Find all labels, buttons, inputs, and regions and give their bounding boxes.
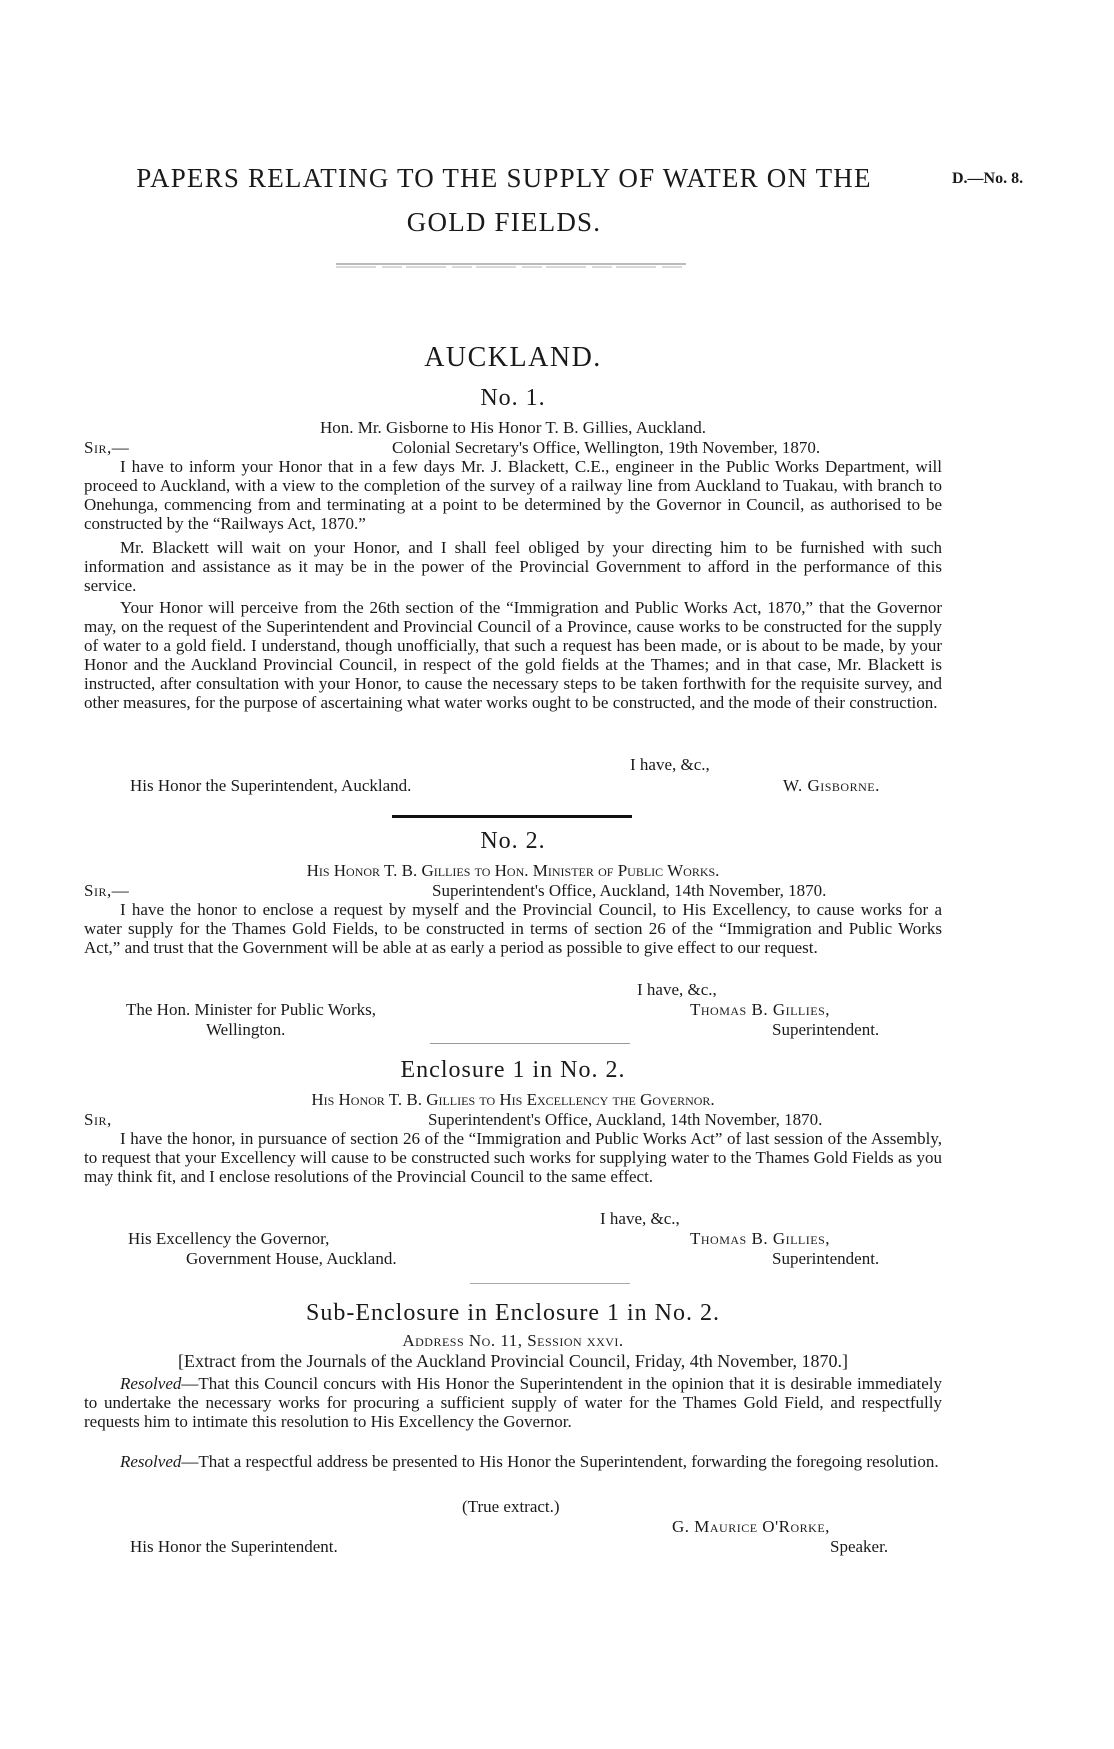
- enclosure-signature: Thomas B. Gillies,: [690, 1229, 830, 1248]
- resolution-2-text: —That a respectful address be presented to His Honor the Superintendent, forwarding the foregoing resolution.: [181, 1452, 939, 1471]
- letter2-salutation: Sir,—: [84, 881, 130, 900]
- letter2-closing: I have, &c.,: [637, 980, 717, 999]
- enclosure-paragraph-1: I have the honor, in pursuance of section 26 of the “Immigration and Public Works Act” of last session of the Assembly, to request that your Excellency will cause to be constructed such works for supplying water to the Thames Gold Fields as you may think fit, and I enclose resolutions of the Provincial Council to the same effect.: [84, 1129, 942, 1186]
- enclosure-divider-rule: [470, 1283, 630, 1284]
- sub-enclosure-heading: Sub-Enclosure in Enclosure 1 in No. 2.: [306, 1300, 720, 1326]
- sub-enclosure-addressee: His Honor the Superintendent.: [130, 1537, 338, 1556]
- letter2-from-to: His Honor T. B. Gillies to Hon. Minister of Public Works.: [306, 861, 720, 880]
- letter1-paragraph-3: Your Honor will perceive from the 26th section of the “Immigration and Public Works Act, 1870,” that the Governor may, on the request of the Superintendent and Provincial Council of a Province, cause works to be constructed for the supply of water to a gold field. I understand, though unofficially, that such a request has been made, or is about to be made, by your Honor and the Auckland Provincial Council, in respect of the gold fields at the Thames; and in that case, Mr. Blackett is instructed, after consultation with your Honor, to cause the necessary steps to be taken forthwith for the requisite survey, and other measures, for the purpose of ascertaining what water works ought to be constructed, and the mode of their construction.: [84, 598, 942, 712]
- sub-enclosure-address-line: Address No. 11, Session xxvi.: [402, 1331, 624, 1350]
- letter2-signature-title: Superintendent.: [772, 1020, 880, 1039]
- letter1-paragraph-1: I have to inform your Honor that in a few days Mr. J. Blackett, C.E., engineer in the Public Works Department, will proceed to Auckland, with a view to the completion of the survey of a railway line from Auckland to Tuakau, with branch to Onehunga, commencing from and terminating at a point to be determined by the Governor in Council, as authorised to be constructed by the “Railways Act, 1870.”: [84, 457, 942, 533]
- letter1-signature: W. Gisborne.: [783, 776, 880, 795]
- letter2-signature: Thomas B. Gillies,: [690, 1000, 830, 1019]
- resolved-label-2: Resolved: [120, 1452, 182, 1471]
- letter1-from-to: Hon. Mr. Gisborne to His Honor T. B. Gillies, Auckland.: [319, 418, 707, 437]
- letter1-paragraph-2: Mr. Blackett will wait on your Honor, and I shall feel obliged by your directing him to be furnished with such information and assistance as it may be in the power of the Provincial Government to afford in the performance of this service.: [84, 538, 942, 595]
- letter2-divider-rule: [430, 1043, 630, 1044]
- letter1-number: No. 1.: [480, 385, 546, 411]
- letter1-dateline: Colonial Secretary's Office, Wellington, 19th November, 1870.: [392, 438, 821, 457]
- letter1-closing: I have, &c.,: [630, 755, 710, 774]
- document-title-line1: PAPERS RELATING TO THE SUPPLY OF WATER ON THE: [136, 163, 872, 193]
- sub-enclosure-extract-note: [Extract from the Journals of the Auckland Provincial Council, Friday, 4th November, 1870.]: [178, 1351, 848, 1371]
- letter2-addressee-line2: Wellington.: [206, 1020, 286, 1039]
- header-divider-rule: [336, 262, 686, 270]
- letter1-salutation: Sir,—: [84, 438, 130, 457]
- letter2-paragraph-1: I have the honor to enclose a request by myself and the Provincial Council, to His Excellency, to cause works for a water supply for the Thames Gold Fields, to be constructed in terms of section 26 of the “Immigration and Public Works Act,” and trust that the Government will be able at as early a period as possible to give effect to our request.: [84, 900, 942, 957]
- resolution-1-text: —That this Council concurs with His Honor the Superintendent in the opinion that it is desirable immediately to undertake the necessary works for procuring a sufficient supply of water for the Thames Gold Field, and respectfully requests him to intimate this resolution to His Excellency the Governor.: [84, 1374, 942, 1431]
- enclosure-salutation: Sir,: [84, 1110, 112, 1129]
- sub-enclosure-true-extract: (True extract.): [462, 1497, 560, 1516]
- sub-enclosure-signature-title: Speaker.: [830, 1537, 889, 1556]
- document-title-line2: GOLD FIELDS.: [406, 207, 602, 237]
- enclosure-signature-title: Superintendent.: [772, 1249, 880, 1268]
- enclosure-heading: Enclosure 1 in No. 2.: [400, 1057, 626, 1083]
- enclosure-addressee-line2: Government House, Auckland.: [186, 1249, 397, 1268]
- sub-enclosure-resolution-1: [84, 1374, 942, 1431]
- letter2-addressee-line1: The Hon. Minister for Public Works,: [126, 1000, 376, 1019]
- sub-enclosure-signature: G. Maurice O'Rorke,: [672, 1517, 830, 1536]
- letter1-addressee: His Honor the Superintendent, Auckland.: [130, 776, 412, 795]
- enclosure-dateline: Superintendent's Office, Auckland, 14th November, 1870.: [428, 1110, 823, 1129]
- province-heading: AUCKLAND.: [424, 342, 602, 373]
- resolved-label-1: Resolved: [120, 1374, 182, 1393]
- document-reference: D.—No. 8.: [952, 170, 1024, 187]
- section-divider-rule: [392, 815, 632, 818]
- enclosure-from-to: His Honor T. B. Gillies to His Excellency the Governor.: [311, 1090, 715, 1109]
- enclosure-closing: I have, &c.,: [600, 1209, 680, 1228]
- sub-enclosure-resolution-2: [84, 1452, 942, 1471]
- letter2-dateline: Superintendent's Office, Auckland, 14th November, 1870.: [432, 881, 827, 900]
- letter2-number: No. 2.: [480, 828, 546, 854]
- enclosure-addressee-line1: His Excellency the Governor,: [128, 1229, 330, 1248]
